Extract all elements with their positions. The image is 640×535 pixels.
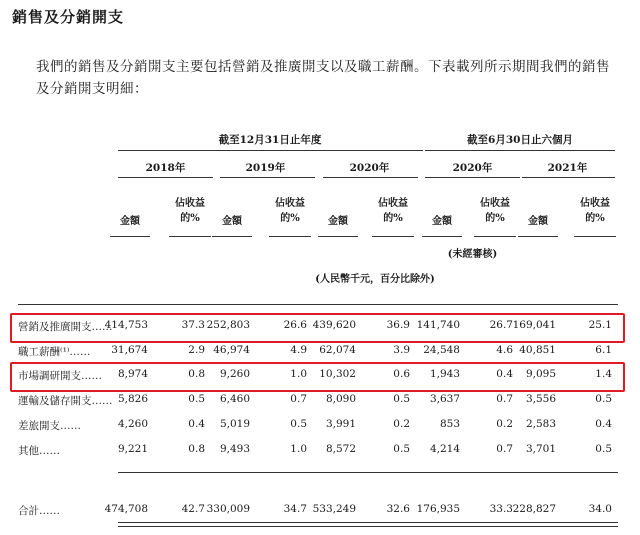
amount-cell: 533,249 — [312, 503, 356, 515]
amount-cell: 330,009 — [206, 503, 250, 515]
unit-note: (人民幣千元，百分比除外) — [315, 274, 435, 285]
row-label: 營銷及推廣開支…… — [18, 321, 113, 333]
row-label: 其他…… — [18, 445, 60, 457]
amount-cell: 3,637 — [429, 393, 460, 405]
percent-cell: 4.9 — [290, 344, 307, 356]
intro-paragraph: 我們的銷售及分銷開支主要包括營銷及推廣開支以及職工薪酬。下表載列所示期間我們的銷售及分銷開支明細： — [36, 59, 610, 97]
amount-cell: 252,803 — [206, 319, 250, 331]
percent-cell: 0.5 — [290, 418, 307, 430]
amount-cell: 3,556 — [525, 393, 556, 405]
percent-cell: 0.5 — [188, 393, 205, 405]
row-label: 職工薪酬⁽¹⁾…… — [18, 346, 91, 358]
percent-cell: 0.5 — [393, 443, 410, 455]
percent-cell: 0.4 — [595, 418, 612, 430]
percent-cell: 0.5 — [393, 393, 410, 405]
col-header-rule — [518, 236, 558, 237]
section-title: 銷售及分銷開支 — [12, 8, 125, 26]
percent-cell: 6.1 — [595, 344, 612, 356]
percent-cell: 36.9 — [386, 319, 410, 331]
amount-cell: 4,260 — [117, 418, 148, 430]
amount-cell: 141,740 — [416, 319, 460, 331]
year-rule — [425, 177, 520, 178]
amount-cell: 3,991 — [325, 418, 356, 430]
amount-cell: 8,572 — [325, 443, 356, 455]
col-header-amount: 金額 — [328, 216, 348, 227]
col-header-pct: 佔收益 的% — [378, 198, 408, 224]
amount-cell: 169,041 — [512, 319, 556, 331]
highlight-box-marketing — [10, 313, 625, 343]
col-header-rule — [212, 236, 252, 237]
percent-cell: 0.2 — [393, 418, 410, 430]
percent-cell: 0.6 — [393, 368, 410, 380]
col-header-amount: 金額 — [120, 216, 140, 227]
percent-cell: 3.9 — [393, 344, 410, 356]
percent-cell: 25.1 — [588, 319, 612, 331]
subtotal-rule — [118, 472, 618, 473]
row-label: 合計…… — [18, 505, 60, 517]
amount-cell: 439,620 — [312, 319, 356, 331]
amount-cell: 9,493 — [219, 443, 250, 455]
percent-cell: 0.8 — [188, 443, 205, 455]
col-header-rule — [574, 236, 616, 237]
year-rule — [323, 177, 418, 178]
amount-cell: 853 — [439, 418, 460, 430]
amount-cell: 228,827 — [512, 503, 556, 515]
percent-cell: 33.3 — [489, 503, 513, 515]
amount-cell: 414,753 — [104, 319, 148, 331]
percent-cell: 0.7 — [496, 393, 513, 405]
amount-cell: 474,708 — [104, 503, 148, 515]
percent-cell: 0.5 — [595, 443, 612, 455]
header-year-group: 截至12月31日止年度 — [218, 134, 322, 146]
amount-cell: 5,019 — [219, 418, 250, 430]
percent-cell: 34.0 — [588, 503, 612, 515]
percent-cell: 0.7 — [290, 393, 307, 405]
amount-cell: 6,460 — [219, 393, 250, 405]
year-rule — [118, 177, 213, 178]
table-top-rule — [18, 304, 618, 305]
year-header: 2020年 — [452, 162, 493, 174]
col-header-rule — [372, 236, 414, 237]
percent-cell: 26.6 — [283, 319, 307, 331]
percent-cell: 34.7 — [283, 503, 307, 515]
percent-cell: 0.8 — [188, 368, 205, 380]
col-header-rule — [318, 236, 358, 237]
col-header-amount: 金額 — [222, 216, 242, 227]
col-header-pct: 佔收益 的% — [580, 198, 610, 224]
amount-cell: 5,826 — [117, 393, 148, 405]
col-header-amount: 金額 — [432, 216, 452, 227]
percent-cell: 0.4 — [496, 368, 513, 380]
header-rule — [118, 150, 423, 151]
amount-cell: 9,260 — [219, 368, 250, 380]
percent-cell: 0.7 — [496, 443, 513, 455]
unaudited-note: (未經審核) — [447, 249, 498, 260]
row-label: 運輸及儲存開支…… — [18, 395, 113, 407]
col-header-rule — [422, 236, 462, 237]
amount-cell: 1,943 — [429, 368, 460, 380]
percent-cell: 1.0 — [290, 443, 307, 455]
col-header-amount: 金額 — [528, 216, 548, 227]
percent-cell: 1.0 — [290, 368, 307, 380]
col-header-rule — [474, 236, 516, 237]
row-label: 差旅開支…… — [18, 420, 81, 432]
amount-cell: 9,095 — [525, 368, 556, 380]
percent-cell: 0.2 — [496, 418, 513, 430]
amount-cell: 3,701 — [525, 443, 556, 455]
percent-cell: 0.4 — [188, 418, 205, 430]
year-header: 2021年 — [547, 162, 588, 174]
percent-cell: 26.7 — [489, 319, 513, 331]
percent-cell: 32.6 — [386, 503, 410, 515]
percent-cell: 1.4 — [595, 368, 612, 380]
header-rule — [425, 150, 615, 151]
year-header: 2020年 — [349, 162, 390, 174]
col-header-pct: 佔收益 的% — [175, 198, 205, 224]
amount-cell: 10,302 — [319, 368, 356, 380]
year-header: 2019年 — [245, 162, 286, 174]
year-rule — [220, 177, 315, 178]
amount-cell: 24,548 — [423, 344, 460, 356]
row-label: 市場調研開支…… — [18, 370, 102, 382]
amount-cell: 4,214 — [429, 443, 460, 455]
col-header-pct: 佔收益 的% — [480, 198, 510, 224]
col-header-rule — [169, 236, 211, 237]
percent-cell: 0.5 — [595, 393, 612, 405]
col-header-pct: 佔收益 的% — [275, 198, 305, 224]
amount-cell: 176,935 — [416, 503, 460, 515]
amount-cell: 46,974 — [213, 344, 250, 356]
col-header-rule — [110, 236, 150, 237]
highlight-box-research — [10, 362, 625, 392]
col-header-rule — [269, 236, 311, 237]
percent-cell: 2.9 — [188, 344, 205, 356]
amount-cell: 40,851 — [519, 344, 556, 356]
amount-cell: 9,221 — [117, 443, 148, 455]
amount-cell: 31,674 — [111, 344, 148, 356]
year-header: 2018年 — [145, 162, 186, 174]
year-rule — [522, 177, 615, 178]
total-double-rule — [118, 522, 618, 527]
amount-cell: 8,974 — [117, 368, 148, 380]
percent-cell: 4.6 — [496, 344, 513, 356]
percent-cell: 42.7 — [181, 503, 205, 515]
amount-cell: 62,074 — [319, 344, 356, 356]
amount-cell: 2,583 — [525, 418, 556, 430]
header-half-group: 截至6月30日止六個月 — [467, 134, 573, 146]
amount-cell: 8,090 — [325, 393, 356, 405]
percent-cell: 37.3 — [181, 319, 205, 331]
